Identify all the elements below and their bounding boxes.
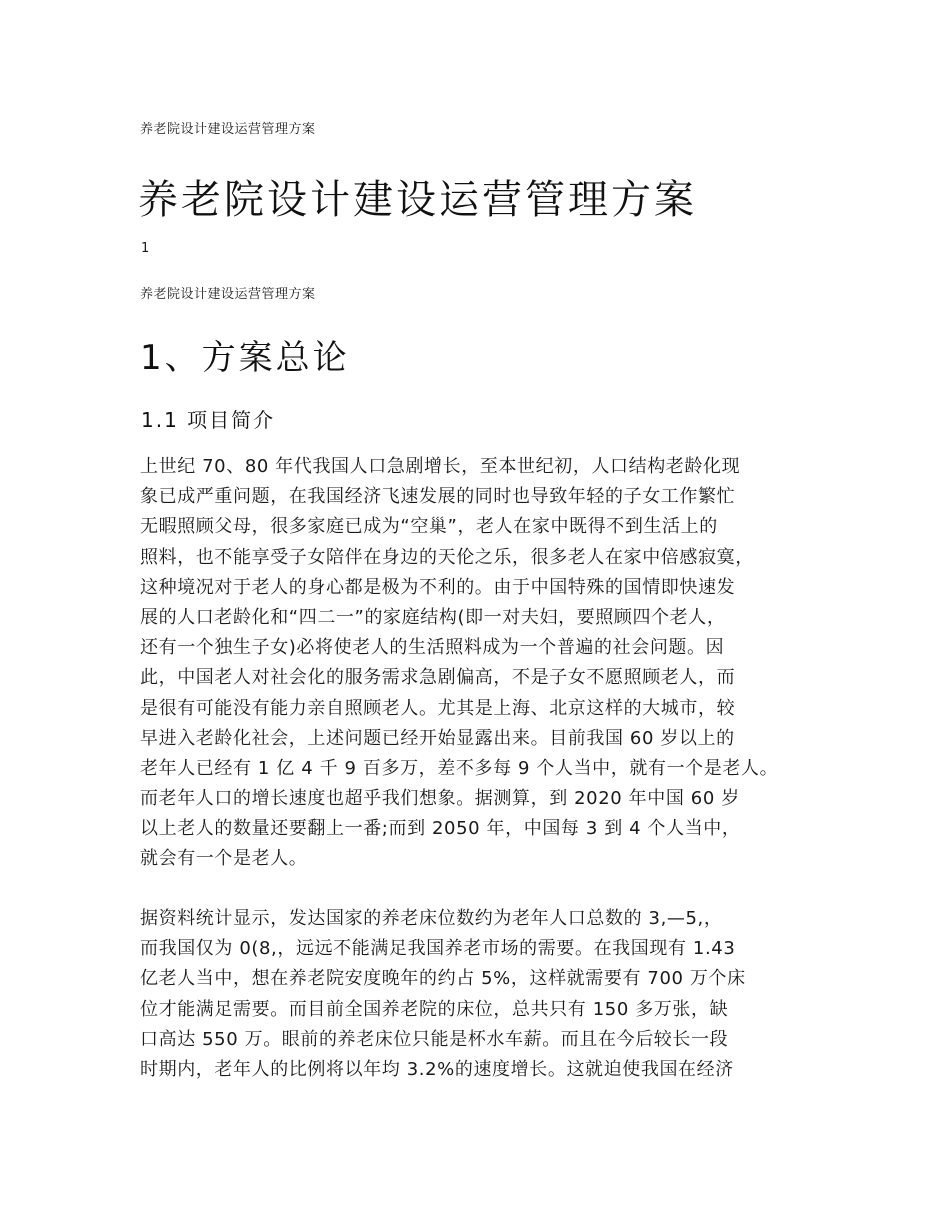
paragraph-line: 这种境况对于老人的身心都是极为不利的。由于中国特殊的国情即快速发 xyxy=(140,576,736,598)
paragraph-line: 早进入老龄化社会，上述问题已经开始显露出来。目前我国 60 岁以上的 xyxy=(140,727,735,749)
paragraph-line: 就会有一个是老人。 xyxy=(140,848,308,870)
running-header: 养老院设计建设运营管理方案 xyxy=(140,122,316,137)
paragraph-line: 位才能满足需要。而目前全国养老院的床位，总共只有 150 多万张，缺 xyxy=(140,998,729,1020)
paragraph-line: 上世纪 70、80 年代我国人口急剧增长，至本世纪初，人口结构老龄化现 xyxy=(140,456,741,477)
paragraph-line: 照料，也不能享受子女陪伴在身边的天伦之乐，很多老人在家中倍感寂寞， xyxy=(140,546,754,568)
paragraph-statistics xyxy=(140,904,840,1085)
paragraph-line: 时期内，老年人的比例将以年均 3.2%的速度增长。这就迫使我国在经济 xyxy=(140,1058,734,1080)
paragraph-line: 象已成严重问题，在我国经济飞速发展的同时也导致年轻的子女工作繁忙 xyxy=(140,486,736,508)
paragraph-intro xyxy=(140,452,840,875)
paragraph-line: 此，中国老人对社会化的服务需求急剧偏高，不是子女不愿照顾老人，而 xyxy=(140,667,736,689)
subsection-heading: 1.1 项目简介 xyxy=(141,408,276,432)
paragraph-line: 而老年人口的增长速度也超乎我们想象。据测算，到 2020 年中国 60 岁 xyxy=(140,788,740,810)
paragraph-line: 无暇照顾父母，很多家庭已成为“空巢”，老人在家中既得不到生活上的 xyxy=(140,516,718,538)
paragraph-line: 还有一个独生子女)必将使老人的生活照料成为一个普遍的社会问题。因 xyxy=(140,637,725,659)
paragraph-line: 是很有可能没有能力亲自照顾老人。尤其是上海、北京这样的大城市，较 xyxy=(140,697,736,719)
paragraph-line: 口高达 550 万。眼前的养老床位只能是杯水车薪。而且在今后较长一段 xyxy=(140,1028,729,1050)
section-heading: 1、方案总论 xyxy=(140,338,350,378)
paragraph-line: 亿老人当中，想在养老院安度晚年的约占 5%，这样就需要有 700 万个床 xyxy=(140,968,746,990)
document-title: 养老院设计建设运营管理方案 xyxy=(138,177,697,223)
paragraph-line: 而我国仅为 0(8,，远远不能满足我国养老市场的需要。在我国现有 1.43 xyxy=(140,938,736,960)
page-number: 1 xyxy=(141,241,150,256)
paragraph-line: 老年人已经有 1 亿 4 千 9 百多万，差不多每 9 个人当中，就有一个是老人。 xyxy=(140,757,779,779)
running-header-secondary: 养老院设计建设运营管理方案 xyxy=(140,287,316,302)
paragraph-line: 展的人口老龄化和“四二一”的家庭结构(即一对夫妇，要照顾四个老人， xyxy=(140,606,726,628)
paragraph-line: 以上老人的数量还要翻上一番;而到 2050 年，中国每 3 到 4 个人当中， xyxy=(140,818,741,840)
paragraph-line: 据资料统计显示，发达国家的养老床位数约为老年人口总数的 3,—5,， xyxy=(140,908,723,929)
